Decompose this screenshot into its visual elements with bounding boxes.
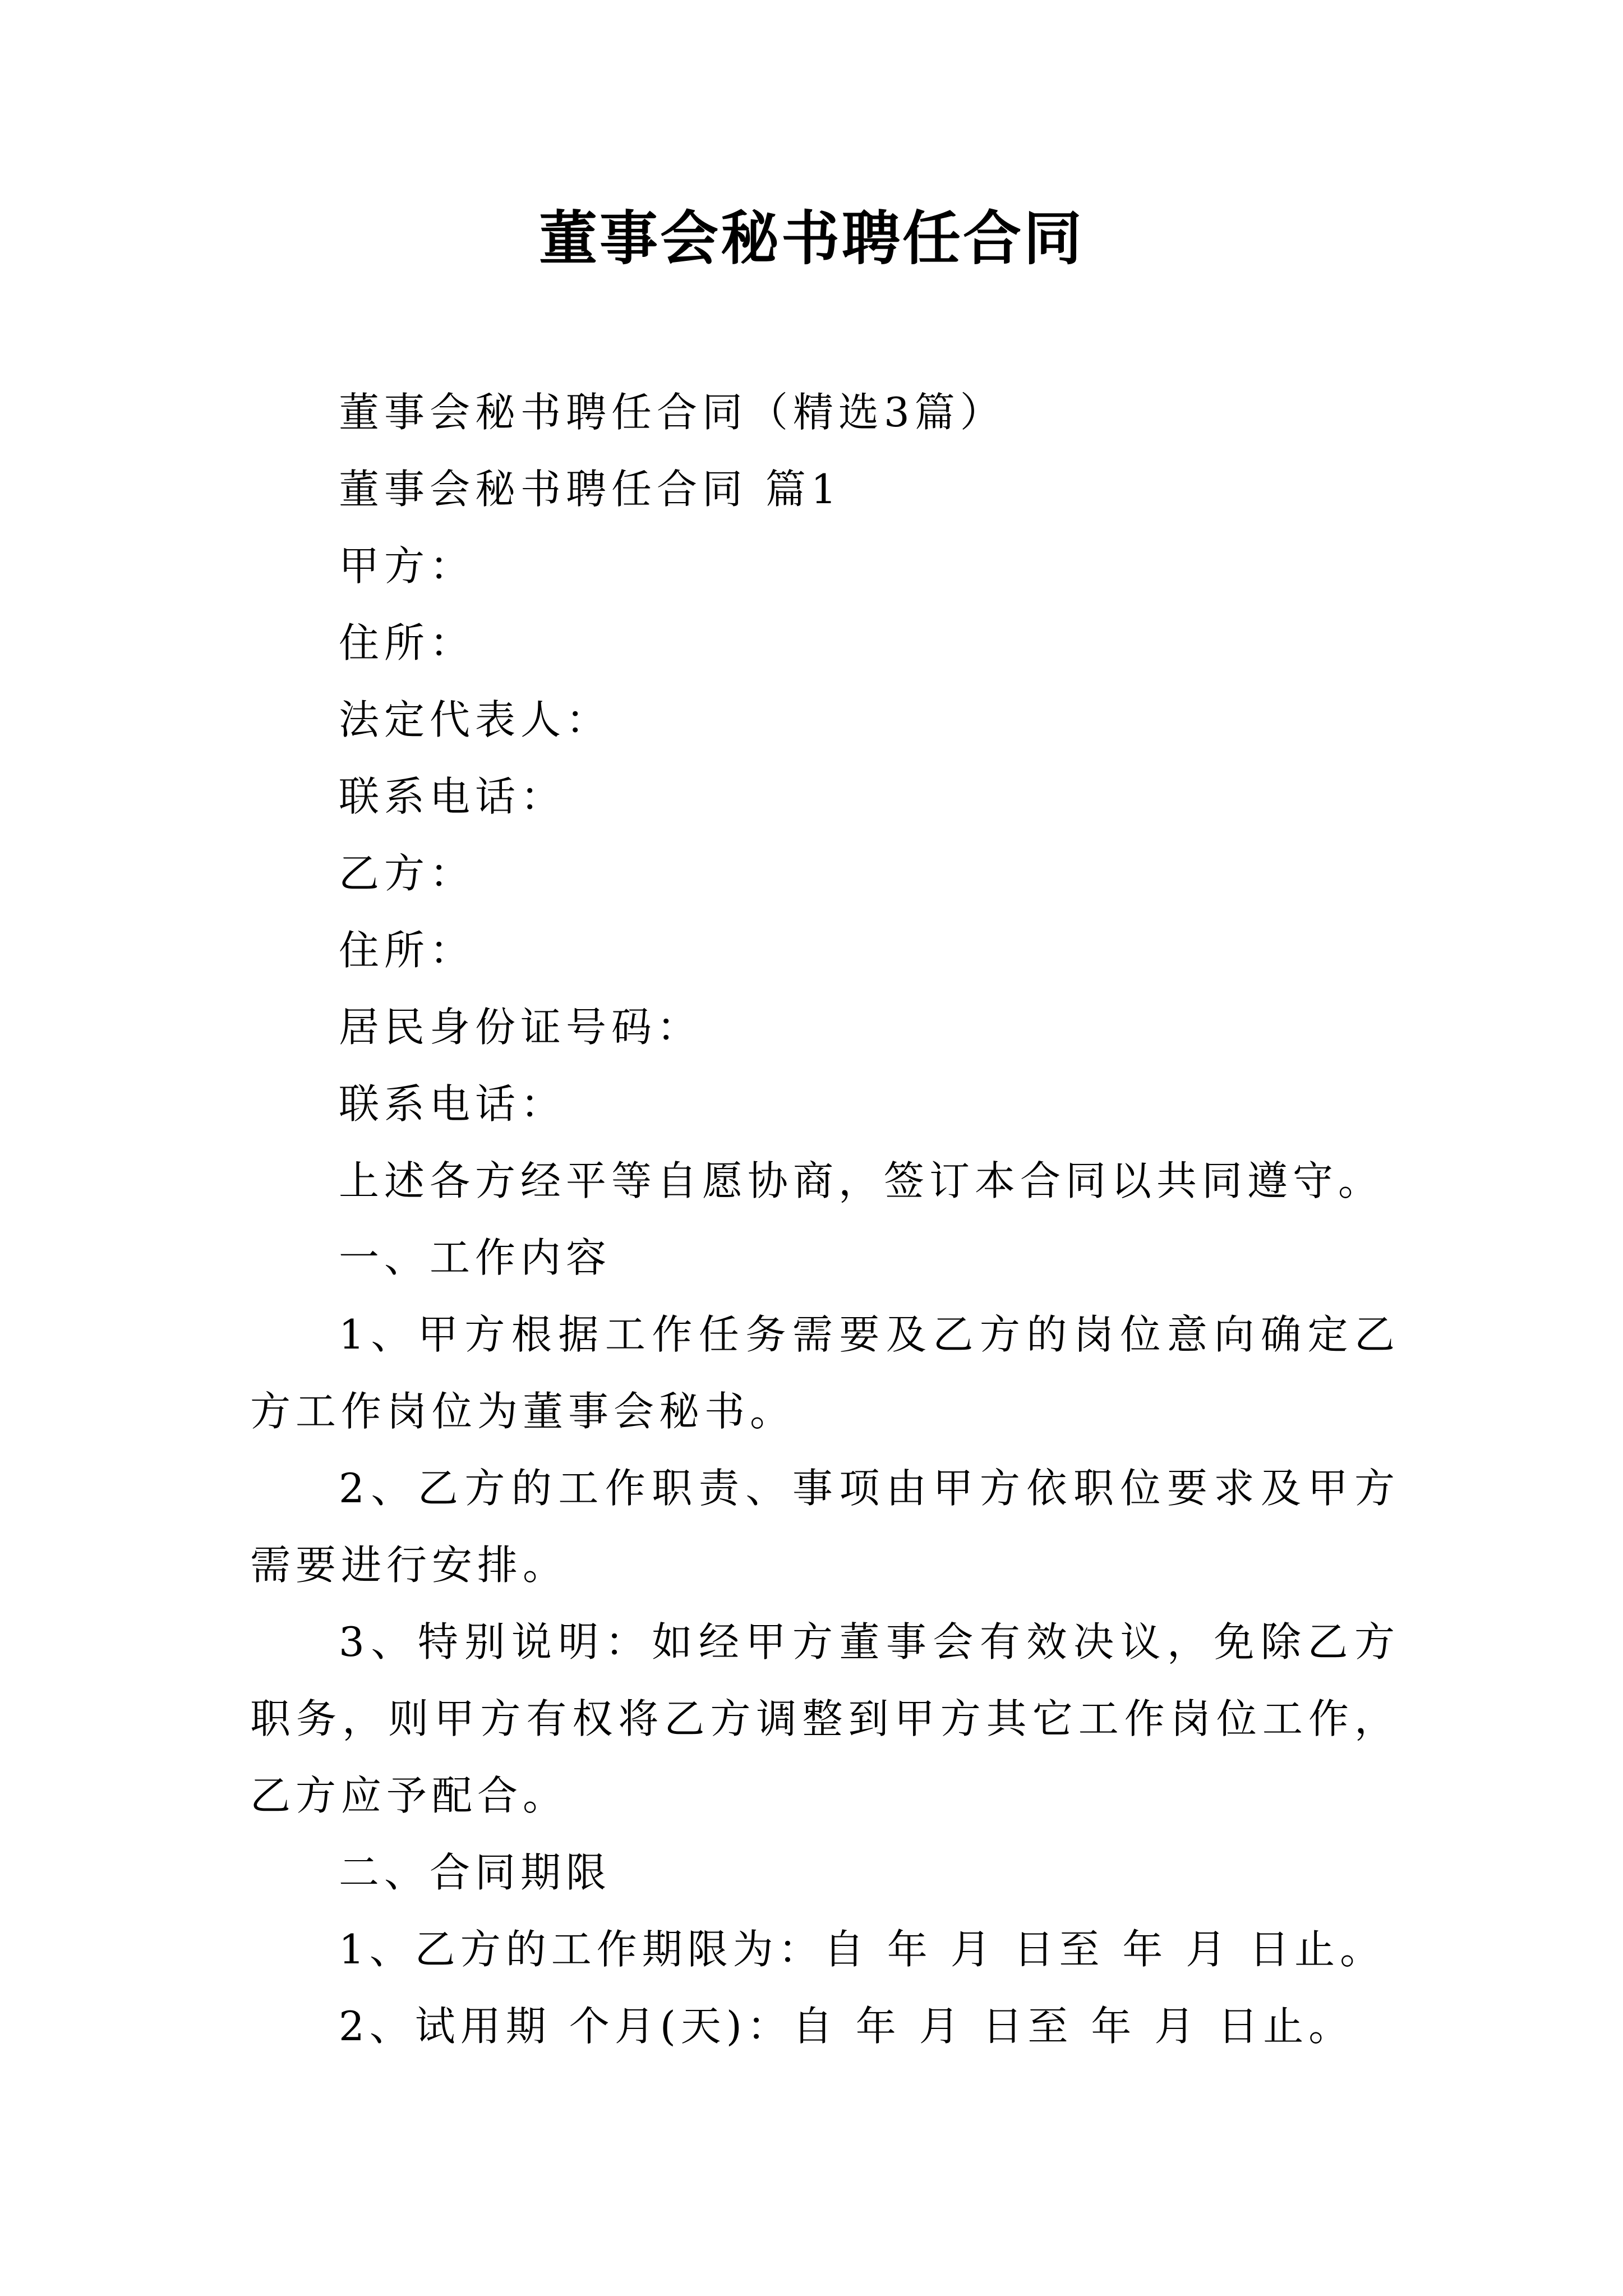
- preamble: 上述各方经平等自愿协商，签订本合同以共同遵守。: [339, 1157, 1384, 1204]
- section-1-clause-1: 1、甲方根据工作任务需要及乙方的岗位意向确定乙方工作岗位为董事会秘书。: [250, 1311, 1400, 1435]
- party-b-label: 乙方：: [339, 850, 476, 897]
- party-b-address: 住所：: [339, 927, 476, 974]
- section-1-heading: 一、工作内容: [339, 1234, 612, 1281]
- party-a-phone: 联系电话：: [339, 773, 566, 820]
- party-b-phone: 联系电话：: [339, 1080, 566, 1128]
- section-heading: 董事会秘书聘任合同 篇1: [339, 466, 842, 513]
- document-body: [250, 374, 1400, 2065]
- section-1-clause-2: 2、乙方的工作职责、事项由甲方依职位要求及甲方需要进行安排。: [250, 1465, 1400, 1589]
- party-a-label: 甲方：: [339, 542, 476, 590]
- section-2-clause-2: 2、试用期 个月(天)：自 年 月 日至 年 月 日止。: [339, 2003, 1354, 2050]
- section-2-heading: 二、合同期限: [339, 1849, 612, 1896]
- document-title: 董事会秘书聘任合同: [538, 204, 1084, 273]
- document-subtitle: 董事会秘书聘任合同（精选3篇）: [339, 389, 1006, 436]
- party-a-legal-rep: 法定代表人：: [339, 696, 612, 743]
- party-a-address: 住所：: [339, 619, 476, 666]
- party-b-id-number: 居民身份证号码：: [339, 1004, 703, 1051]
- section-1-clause-3: 3、特别说明：如经甲方董事会有效决议，免除乙方职务，则甲方有权将乙方调整到甲方其它工作岗位工作，乙方应予配合。: [250, 1618, 1400, 1819]
- section-2-clause-1: 1、乙方的工作期限为：自 年 月 日至 年 月 日止。: [339, 1926, 1386, 1973]
